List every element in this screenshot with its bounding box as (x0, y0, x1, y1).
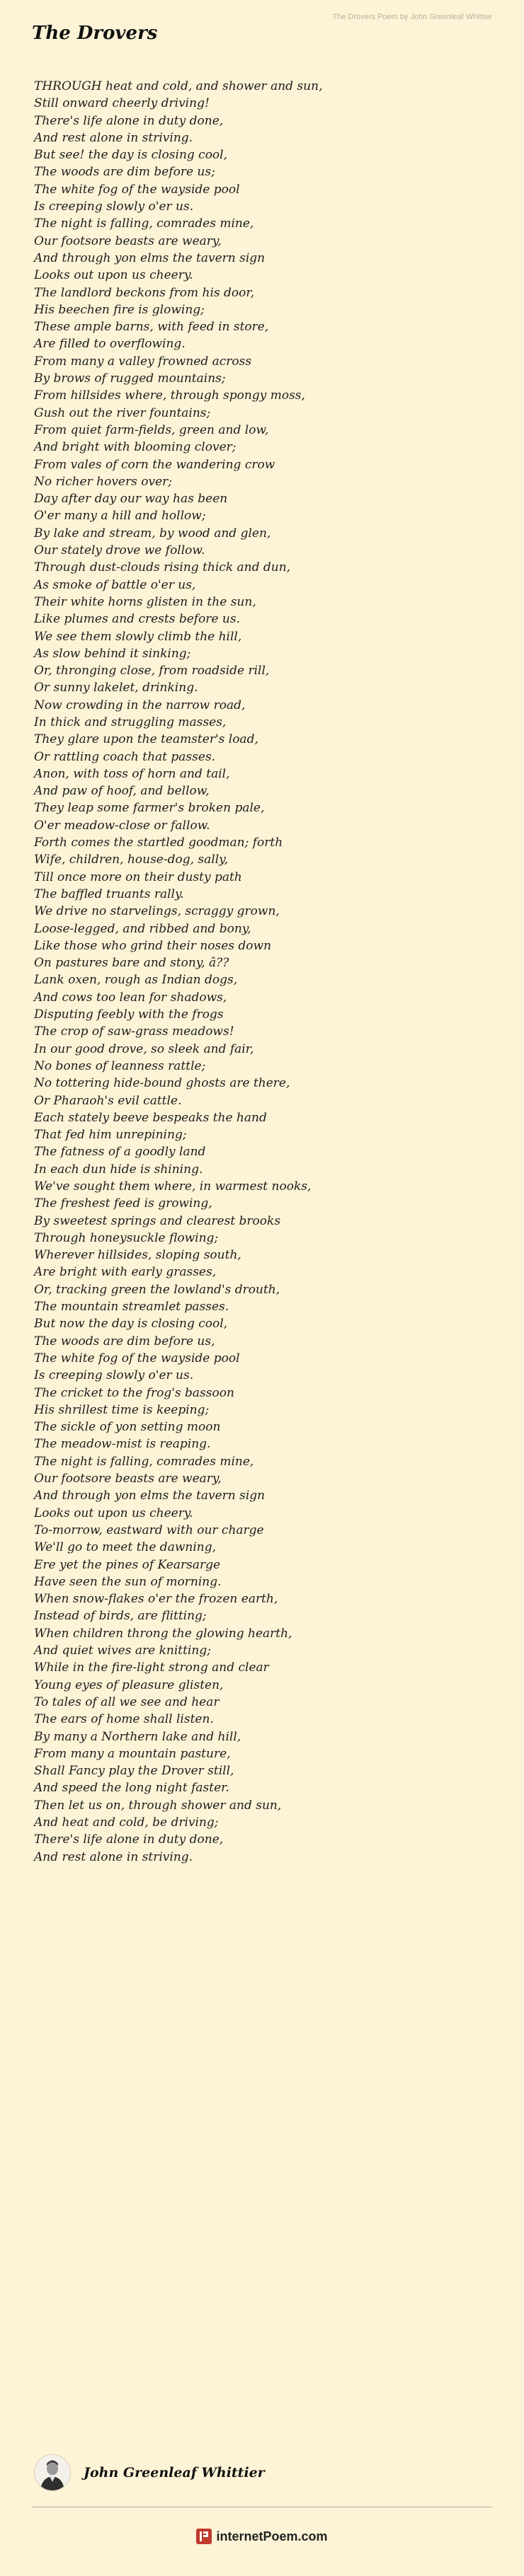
poem-line: Or sunny lakelet, drinking. (34, 681, 198, 695)
poem-line: No richer hovers over; (34, 474, 172, 489)
poem-line: His shrillest time is keeping; (34, 1402, 210, 1417)
footer-logo[interactable] (0, 2527, 524, 2546)
poem-line: Are filled to overflowing. (34, 337, 186, 352)
poem-line: The baffled truants rally. (34, 886, 184, 901)
poem-line: O'er meadow-close or fallow. (34, 818, 210, 833)
poem-line: Till once more on their dusty path (34, 870, 242, 884)
poem-line: Or rattling coach that passes. (34, 749, 216, 764)
poem-line: And bright with blooming clover; (34, 440, 237, 455)
poem-line: In thick and struggling masses, (34, 715, 227, 729)
poem-line: Day after day our way has been (34, 492, 228, 507)
poem-line: While in the fire-light strong and clear (34, 1660, 269, 1675)
poem-line: Their white horns glisten in the sun, (34, 594, 256, 609)
poem-line: The mountain streamlet passes. (34, 1300, 229, 1315)
poem-line: Anon, with toss of horn and tail, (34, 766, 230, 781)
poem-line: Or, tracking green the lowland's drouth, (34, 1282, 280, 1297)
poem-line: The ears of home shall listen. (34, 1712, 214, 1727)
poem-line: When children throng the glowing hearth, (34, 1626, 292, 1641)
poem-line: There's life alone in duty done, (34, 113, 224, 128)
poem-line: When snow-flakes o'er the frozen earth, (34, 1592, 278, 1607)
poem-line: The fatness of a goodly land (34, 1145, 206, 1160)
poem-line: Disputing feebly with the frogs (34, 1007, 224, 1022)
poem-line: And through yon elms the tavern sign (34, 1489, 266, 1503)
poem-line: Like plumes and crests before us. (34, 612, 240, 627)
poem-line: By many a Northern lake and hill, (34, 1729, 241, 1744)
author-block[interactable] (34, 2453, 265, 2493)
poem-line: But see! the day is closing cool, (34, 148, 228, 163)
poem-line: The cricket to the frog's bassoon (34, 1385, 234, 1400)
poem-line: From hillsides where, through spongy moss, (34, 388, 305, 403)
poem-line: There's life alone in duty done, (34, 1832, 224, 1847)
poem-line: Lank oxen, rough as Indian dogs, (34, 973, 238, 988)
poem-line: Like those who grind their noses down (34, 938, 272, 953)
author-portrait-icon[interactable] (34, 2454, 71, 2491)
poem-line: And speed the long night faster. (34, 1781, 229, 1796)
poem-title: The Drovers (32, 23, 158, 44)
poem-line: Young eyes of pleasure glisten, (34, 1677, 224, 1692)
poem-line: By lake and stream, by wood and glen, (34, 526, 271, 541)
poem-line: The sickle of yon setting moon (34, 1420, 221, 1435)
poem-line: They glare upon the teamster's load, (34, 732, 258, 747)
poem-line: And paw of hoof, and bellow, (34, 784, 210, 799)
author-name[interactable]: John Greenleaf Whittier (84, 2465, 265, 2480)
poem-line: Looks out upon us cheery. (34, 1506, 193, 1520)
poem-line: Looks out upon us cheery. (34, 268, 193, 283)
poem-line: On pastures bare and stony, â?? (34, 956, 229, 971)
poem-line: Or Pharaoh's evil cattle. (34, 1093, 182, 1108)
poem-line: From quiet farm-fields, green and low, (34, 422, 269, 437)
poem-body (34, 78, 501, 1866)
poem-line: The woods are dim before us, (34, 1334, 215, 1348)
poem-line: O'er many a hill and hollow; (34, 509, 206, 524)
poem-line: In each dun hide is shining. (34, 1162, 203, 1177)
poem-line: Is creeping slowly o'er us. (34, 200, 194, 214)
poem-line: The night is falling, comrades mine, (34, 1454, 254, 1469)
poem-line: These ample barns, with feed in store, (34, 320, 269, 335)
poem-line: The freshest feed is growing, (34, 1196, 212, 1211)
poem-line: Forth comes the startled goodman; forth (34, 836, 283, 850)
poem-line: Our stately drove we follow. (34, 543, 205, 558)
poem-line: Through dust-clouds rising thick and dun, (34, 560, 291, 575)
poem-line: And through yon elms the tavern sign (34, 250, 266, 265)
poem-line: His beechen fire is glowing; (34, 302, 205, 317)
poem-line: Have seen the sun of morning. (34, 1574, 222, 1589)
poem-line: As slow behind it sinking; (34, 646, 191, 661)
poem-line: But now the day is closing cool, (34, 1317, 228, 1332)
poem-line: And cows too lean for shadows, (34, 990, 227, 1005)
poem-line: That fed him unrepining; (34, 1128, 187, 1143)
poem-line: Or, thronging close, from roadside rill, (34, 664, 270, 678)
poem-line: Through honeysuckle flowing; (34, 1230, 219, 1245)
poem-line: Then let us on, through shower and sun, (34, 1798, 282, 1813)
internetpoem-logo-icon (196, 2527, 212, 2546)
poem-line: We drive no starvelings, scraggy grown, (34, 904, 280, 919)
poem-line: Instead of birds, are flitting; (34, 1609, 207, 1624)
poem-line: The woods are dim before us; (34, 165, 215, 180)
poem-line: To-morrow, eastward with our charge (34, 1523, 264, 1537)
poem-line: We'll go to meet the dawning, (34, 1540, 217, 1555)
poem-line: Are bright with early grasses, (34, 1265, 217, 1280)
poem-line: The night is falling, comrades mine, (34, 216, 254, 231)
poem-line: No tottering hide-bound ghosts are there, (34, 1076, 290, 1091)
poem-line: Ere yet the pines of Kearsarge (34, 1557, 221, 1572)
poem-line: Wherever hillsides, sloping south, (34, 1248, 241, 1263)
poem-line: The crop of saw-grass meadows! (34, 1024, 234, 1039)
poem-line: As smoke of battle o'er us, (34, 577, 196, 592)
poem-line: In our good drove, so sleek and fair, (34, 1041, 254, 1056)
poem-line: Shall Fancy play the Drover still, (34, 1764, 234, 1779)
poem-line: Is creeping slowly o'er us. (34, 1368, 194, 1383)
poem-line: Our footsore beasts are weary, (34, 1472, 222, 1486)
poem-line: And quiet wives are knitting; (34, 1644, 211, 1658)
poem-line: Loose-legged, and ribbed and bony, (34, 921, 251, 936)
poem-line: By sweetest springs and clearest brooks (34, 1213, 281, 1228)
poem-line: Wife, children, house-dog, sally, (34, 853, 228, 867)
poem-line: The meadow-mist is reaping. (34, 1437, 211, 1452)
poem-line: Our footsore beasts are weary, (34, 233, 222, 248)
poem-line: From vales of corn the wandering crow (34, 457, 275, 472)
poem-line: Still onward cheerly driving! (34, 96, 210, 111)
poem-line: And rest alone in striving. (34, 130, 193, 145)
poem-line: We've sought them where, in warmest nooks, (34, 1179, 312, 1194)
poem-line: And rest alone in striving. (34, 1849, 193, 1864)
poem-line: Gush out the river fountains; (34, 405, 211, 420)
poem-line: From many a valley frowned across (34, 354, 252, 369)
poem-line: To tales of all we see and hear (34, 1694, 220, 1709)
poem-line: The landlord beckons from his door, (34, 285, 255, 300)
poem-line: No bones of leanness rattle; (34, 1058, 206, 1073)
poem-line: By brows of rugged mountains; (34, 371, 226, 386)
poem-line: Now crowding in the narrow road, (34, 698, 246, 712)
poem-line: They leap some farmer's broken pale, (34, 801, 265, 816)
poem-line: From many a mountain pasture, (34, 1746, 231, 1761)
poem-line: The white fog of the wayside pool (34, 1351, 240, 1365)
poem-line: The white fog of the wayside pool (34, 182, 240, 197)
footer-logo-text[interactable]: internetPoem.com (216, 2529, 328, 2543)
poem-line: Each stately beeve bespeaks the hand (34, 1110, 267, 1125)
poem-line: THROUGH heat and cold, and shower and sun, (34, 79, 323, 93)
poem-line: And heat and cold, be driving; (34, 1815, 219, 1830)
poem-line: We see them slowly climb the hill, (34, 629, 242, 644)
header-credit: The Drovers Poem by John Greenleaf Whittier (332, 13, 492, 21)
